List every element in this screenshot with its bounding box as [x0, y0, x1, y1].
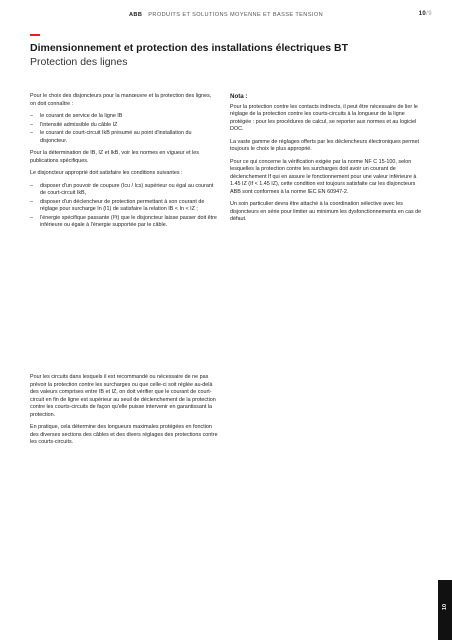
- page-current: 10: [418, 11, 427, 17]
- paragraph: Le disjoncteur approprié doit satisfaire les conditions suivantes :: [30, 170, 183, 176]
- side-page-tab: [438, 580, 452, 640]
- paragraph: Pour la détermination de IB, IZ et IkB, voir les normes en vigueur et les publications spécifiques.: [30, 150, 199, 164]
- list-item: – l'intensité admissible du câble IZ: [30, 122, 218, 130]
- left-column-lower: [30, 374, 218, 452]
- list-item: – le courant de court-circuit IkB présumé au point d'installation du disjoncteur.: [30, 130, 218, 145]
- red-accent-bar: [30, 34, 40, 36]
- paragraph: La vaste gamme de réglages offerts par les déclencheurs électroniques permet toujours le choix le plus approprié.: [230, 138, 419, 152]
- brand-name: ABB: [128, 12, 143, 18]
- list-item: – disposer d'un pouvoir de coupure (Icu / Ics) supérieur ou égal au courant de court-circuit IkB,: [30, 183, 218, 198]
- left-column: [30, 93, 218, 235]
- right-column: [230, 93, 422, 229]
- page-number: [419, 11, 432, 17]
- list-item: – l'énergie spécifique passante (I²t) que le disjoncteur laisse passer doit être inférieure ou égale à l'énergie supportée par le câble.: [30, 215, 218, 230]
- side-tab-label: 10: [442, 603, 448, 611]
- paragraph: Pour les circuits dans lesquels il est recommandé ou nécessaire de ne pas prévoir la protection contre les surcharges ou que celle-ci soit réglée au-delà des valeurs comprises entre IB et IZ, on doit vérifier que le courant de court-circuit en fin de ligne est supérieur au seuil de déclenchement de la protection contre les courts-circuits de façon qu'elle puisse intervenir en garantissant la protection.: [30, 374, 216, 418]
- paragraph: Pour le choix des disjoncteurs pour la manœuvre et la protection des lignes, on doit connaître :: [30, 93, 212, 107]
- nota-heading: Nota :: [230, 93, 248, 100]
- paragraph: Pour la protection contre les contacts indirects, il peut être nécessaire de lier le réglage de la protection contre les courts-circuits à la longueur de la ligne protégée : pour les procédures de calcul, se reporter aux normes et au logiciel DOC.: [230, 103, 418, 132]
- page-title: Dimensionnement et protection des installations électriques BT: [30, 42, 348, 54]
- page-header: [0, 10, 452, 22]
- requirements-list: [30, 113, 218, 145]
- list-item: – le courant de service de la ligne IB: [30, 113, 218, 121]
- page-separator: /: [426, 11, 429, 17]
- page-total: 9: [428, 11, 432, 17]
- list-item: – disposer d'un déclencheur de protection permettant à son courant de réglage pour surcharge In (I1) de satisfaire la relation IB < In < IZ ;: [30, 199, 218, 214]
- conditions-list: [30, 183, 218, 230]
- page-subtitle: Protection des lignes: [30, 56, 128, 68]
- header-title: [0, 12, 452, 18]
- paragraph: Un soin particulier devra être attaché à la coordination sélective avec les disjoncteurs en série pour limiter au minimum les dysfonctionnements en cas de défaut.: [230, 201, 422, 222]
- paragraph: Pour ce qui concerne la vérification exigée par la norme NF C 15-100, selon lesquelles la protection contre les surcharges doit avoir un courant de déclenchement If qui en assure le fonctionnement pour une valeur inférieure à 1.45 IZ (If < 1.45 IZ), cette condition est toujours satisfaite car les disjoncteurs ABB sont conformes à la norme IEC EN 60947-2.: [230, 158, 417, 195]
- paragraph: En pratique, cela détermine des longueurs maximales protégées en fonction des diverses sections des câbles et des divers réglages des protections contre les courts-circuits.: [30, 424, 218, 445]
- header-section: PRODUITS ET SOLUTIONS MOYENNE ET BASSE TENSION: [148, 12, 324, 18]
